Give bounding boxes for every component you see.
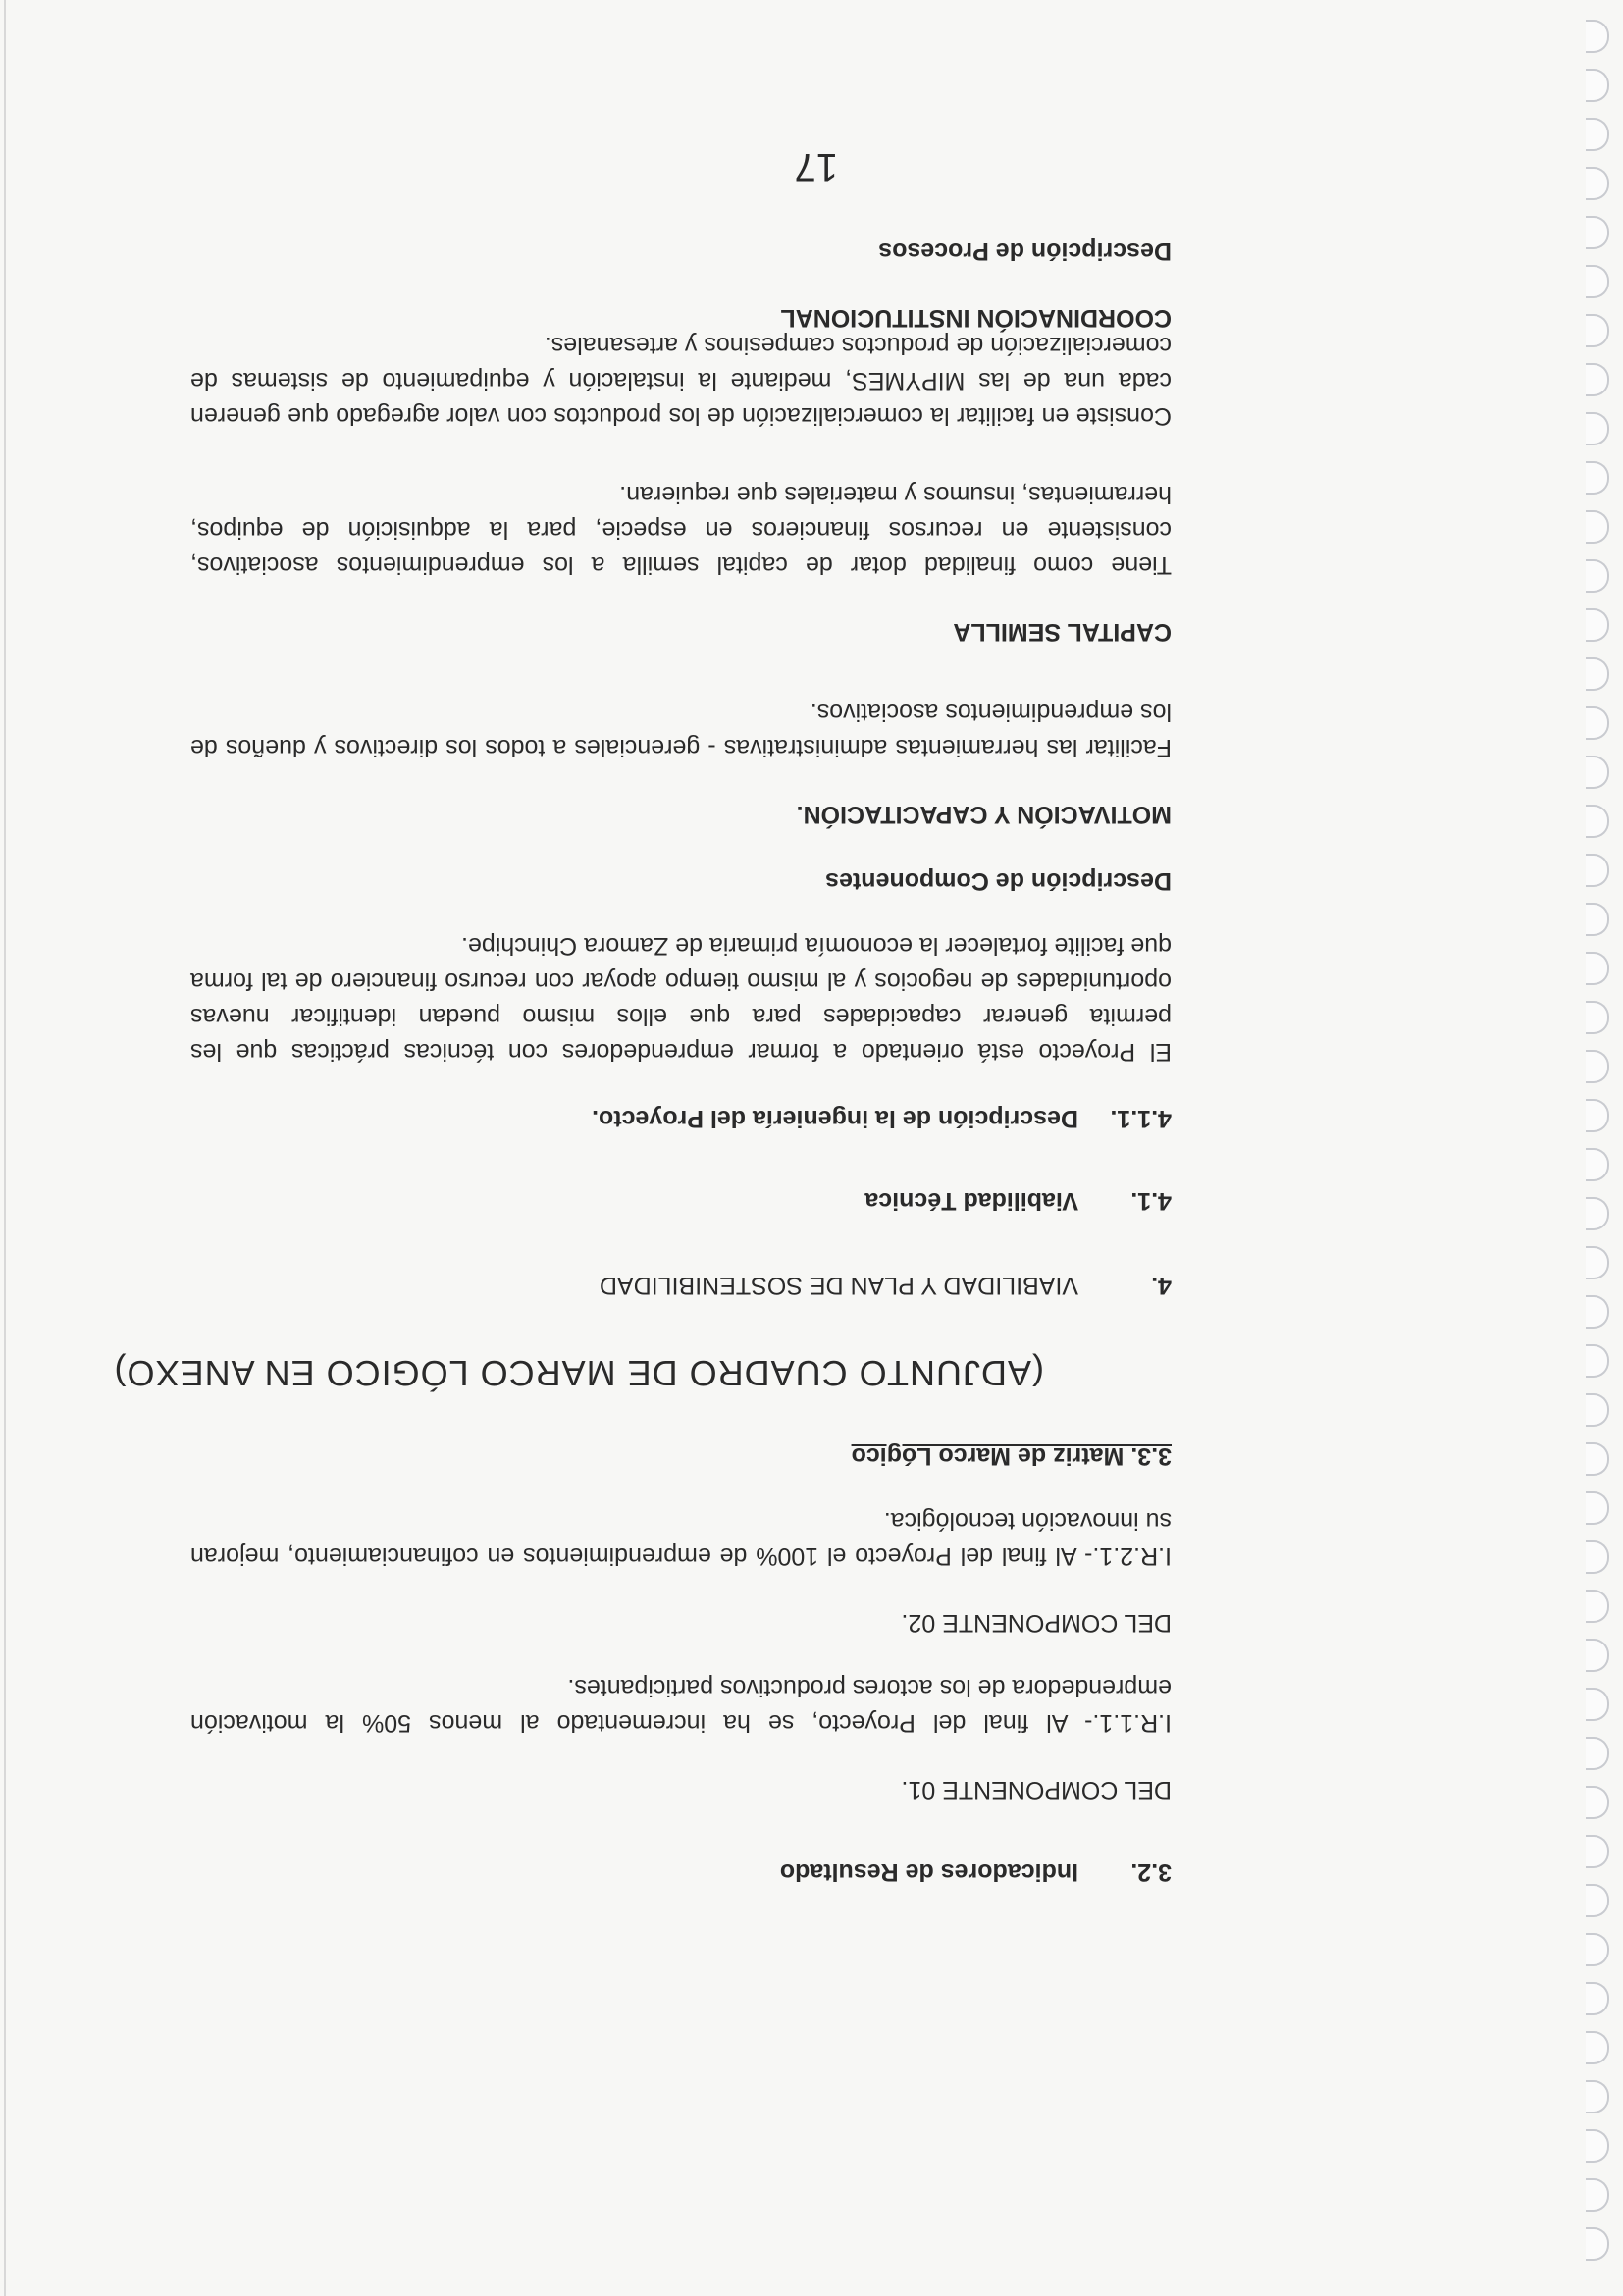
binding-hole <box>1586 854 1609 887</box>
paragraph-capital: Tiene como finalidad dotar de capital semilla a los emprendimientos asociativos, consistente en recursos financieros en especie, para la adquisición de equipos, herramientas, insumos y materiales que requieran. <box>190 481 1172 579</box>
heading-capital: CAPITAL SEMILLA <box>953 618 1172 646</box>
section-4-1-title: Viabilidad Técnica <box>864 1187 1079 1215</box>
binding-hole <box>1586 1786 1609 1819</box>
binding-hole <box>1586 1197 1609 1230</box>
section-4-1-1 <box>592 1101 1172 1136</box>
binding-hole <box>1586 706 1609 740</box>
ir-1-1: I.R.1.1.- Al final del Proyecto, se ha incrementado al menos 50% la motivación emprendedora de los actores productivos participantes. <box>190 1674 1172 1737</box>
section-4 <box>600 1268 1172 1303</box>
section-4-1-1-title: Descripción de la ingeniería del Proyecto. <box>592 1105 1079 1132</box>
binding-hole <box>1586 1050 1609 1083</box>
binding-hole <box>1586 461 1609 495</box>
component-02: DEL COMPONENTE 02. <box>901 1609 1172 1637</box>
heading-motivacion: MOTIVACIÓN Y CAPACITACIÓN. <box>796 801 1172 828</box>
binding-hole <box>1586 1099 1609 1132</box>
section-3-2-number: 3.2. <box>1130 1858 1172 1886</box>
binding-hole <box>1586 805 1609 838</box>
section-4-title: VIABILIDAD Y PLAN DE SOSTENIBILIDAD <box>599 1272 1079 1299</box>
ir-2-1: I.R.2.1.- Al final del Proyecto el 100% de emprendimientos en cofinanciamiento, mejoran su innovación tecnológica. <box>190 1507 1172 1570</box>
section-4-1 <box>864 1183 1172 1219</box>
section-4-number: 4. <box>1151 1272 1172 1299</box>
binding-hole <box>1586 952 1609 985</box>
page-number: 17 <box>794 145 838 188</box>
binding-hole <box>1586 1148 1609 1181</box>
binding-hole <box>1586 216 1609 249</box>
binding-hole <box>1586 903 1609 936</box>
binding-hole <box>1586 265 1609 298</box>
binding-hole <box>1586 69 1609 102</box>
binding-hole <box>1586 1737 1609 1770</box>
binding-hole <box>1586 608 1609 642</box>
binding-hole <box>1586 1933 1609 1966</box>
paragraph-ingenieria: El Proyecto está orientado a formar emprendedores con técnicas prácticas que les permita generar capacidades para que ellos mismo puedan identificar nuevas oportunidades de negocios y al mismo tiempo apoyar con recurso financiero de tal forma que facilite fortalecer la economía primaria de Zamora Chinchipe. <box>190 932 1172 1066</box>
section-3-3-title: 3.3. Matriz de Marco Lógico <box>851 1442 1172 1470</box>
binding-hole <box>1586 2080 1609 2113</box>
section-3-2 <box>780 1854 1172 1890</box>
binding-hole <box>1586 1835 1609 1868</box>
paragraph-comercializacion: Consiste en facilitar la comercialización de los productos con valor agregado que generen cada una de las MIPYMES, mediante la instalación y equipamiento de sistemas de comercialización de productos campesinos y artesanales. <box>190 332 1172 430</box>
binding-hole <box>1586 1442 1609 1476</box>
binding-holes <box>1576 20 1609 2276</box>
binding-hole <box>1586 1540 1609 1574</box>
heading-componentes: Descripción de Componentes <box>825 867 1172 895</box>
section-3-2-title: Indicadores de Resultado <box>779 1858 1079 1886</box>
component-01: DEL COMPONENTE 01. <box>901 1776 1172 1803</box>
heading-coordinacion: COORDINACIÓN INSTITUCIONAL <box>780 304 1172 332</box>
binding-hole <box>1586 167 1609 200</box>
binding-hole <box>1586 1639 1609 1672</box>
binding-hole <box>1586 2031 1609 2064</box>
binding-hole <box>1586 1982 1609 2015</box>
binding-hole <box>1586 1491 1609 1525</box>
binding-hole <box>1586 1393 1609 1427</box>
binding-hole <box>1586 1246 1609 1279</box>
binding-hole <box>1586 412 1609 445</box>
section-4-1-number: 4.1. <box>1130 1187 1172 1215</box>
binding-hole <box>1586 2129 1609 2163</box>
binding-hole <box>1586 314 1609 347</box>
binding-hole <box>1586 363 1609 396</box>
binding-hole <box>1586 559 1609 593</box>
binding-hole <box>1586 2227 1609 2261</box>
heading-descripcion-procesos: Descripción de Procesos <box>878 237 1172 265</box>
binding-hole <box>1586 1344 1609 1378</box>
binding-hole <box>1586 1590 1609 1623</box>
binding-hole <box>1586 756 1609 789</box>
binding-hole <box>1586 118 1609 151</box>
binding-hole <box>1586 2178 1609 2212</box>
binding-hole <box>1586 1295 1609 1329</box>
section-4-1-1-number: 4.1.1. <box>1110 1105 1172 1132</box>
annex-note: (ADJUNTO CUADRO DE MARCO LÓGICO EN ANEXO) <box>113 1353 1044 1393</box>
binding-hole <box>1586 1688 1609 1721</box>
binding-hole <box>1586 1884 1609 1917</box>
binding-hole <box>1586 20 1609 53</box>
binding-hole <box>1586 1001 1609 1034</box>
paragraph-motivacion: Facilitar las herramientas administrativas - gerenciales a todos los directivos y dueños de los emprendimientos asociativos. <box>190 699 1172 761</box>
binding-hole <box>1586 657 1609 691</box>
binding-hole <box>1586 510 1609 544</box>
